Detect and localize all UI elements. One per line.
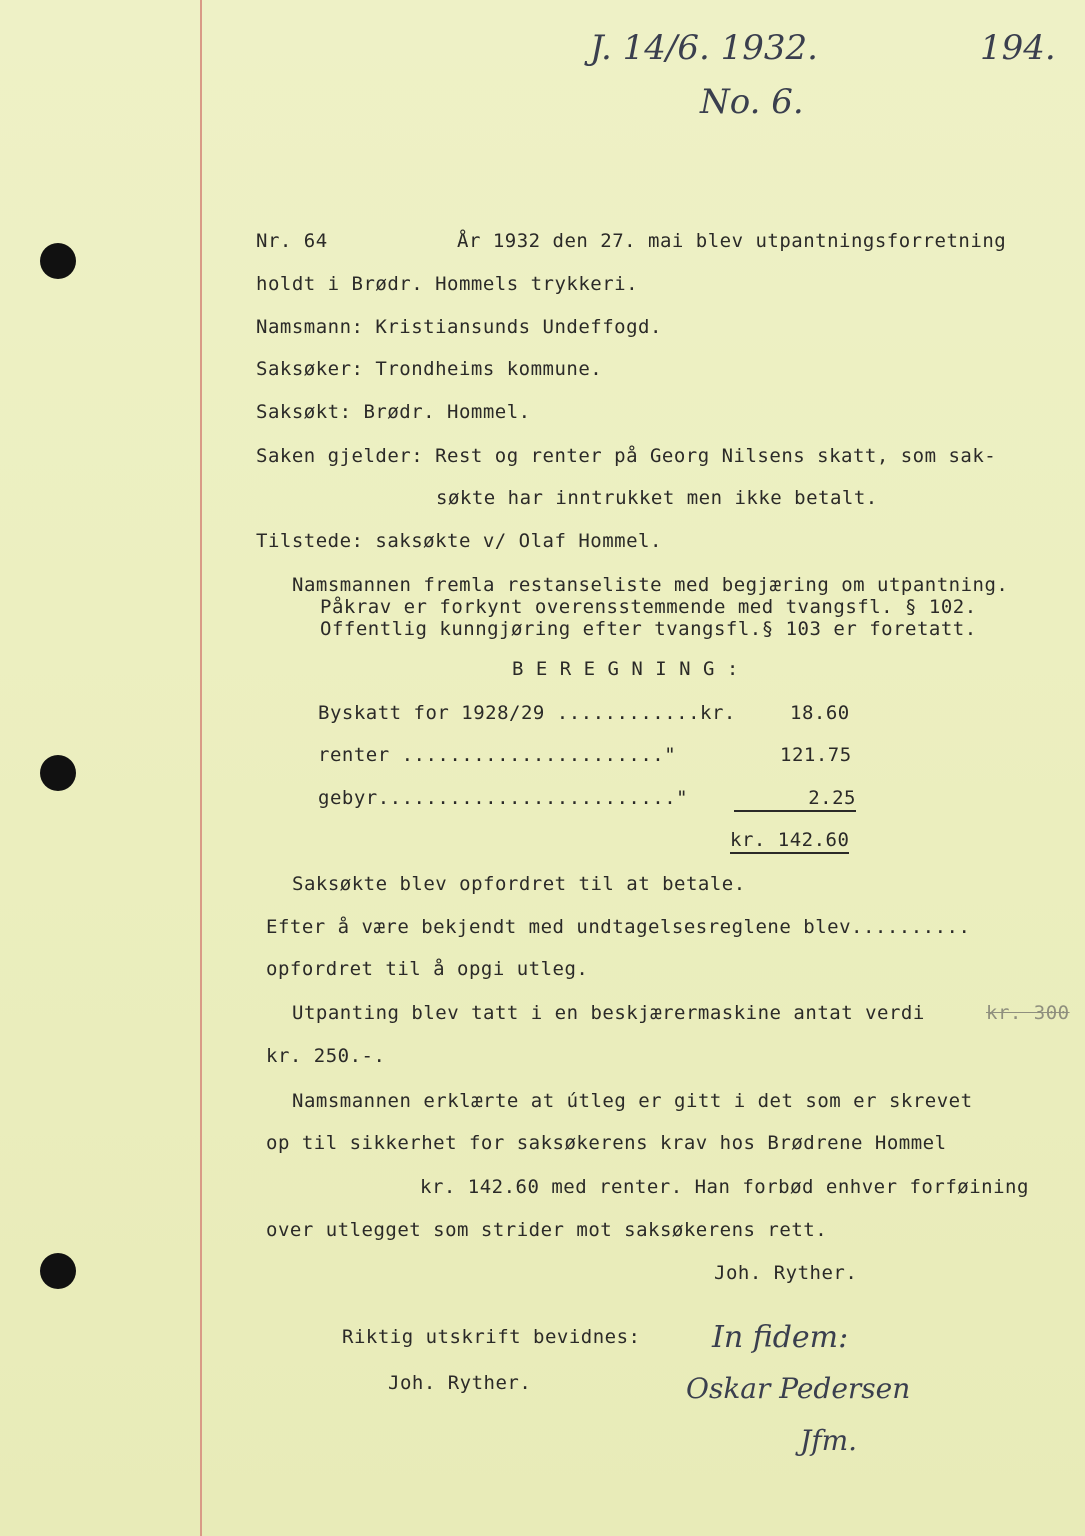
saksoker-line: Saksøker: Trondheims kommune. [256, 358, 603, 380]
beregning-row-label: Byskatt for 1928/29 ............kr. [318, 702, 736, 724]
case-number: Nr. 64 [256, 230, 328, 252]
body-line-8: kr. 142.60 med renter. Han forbød enhver forføining [420, 1176, 1029, 1198]
certification-line: Riktig utskrift bevidnes: [342, 1326, 641, 1348]
saken-line-2: søkte har inntrukket men ikke betalt. [436, 487, 878, 509]
saken-line-1: Saken gjelder: Rest og renter på Georg Nilsens skatt, som sak- [256, 445, 997, 467]
header-number: No. 6. [700, 82, 804, 122]
beregning-heading: B E R E G N I N G : [512, 658, 739, 680]
page-number: 194. [980, 28, 1056, 68]
handwritten-initials: Jfm. [800, 1424, 858, 1457]
body-line-3: opfordret til å opgi utleg. [266, 958, 589, 980]
beregning-row-label: renter ......................" [318, 744, 677, 766]
header-date: J. 14/6. 1932. [590, 28, 818, 68]
paragraph-line-3: Offentlig kunngjøring efter tvangsfl.§ 103 er foretatt. [320, 618, 977, 640]
case-line-2: holdt i Brødr. Hommels trykkeri. [256, 273, 639, 295]
body-line-5: kr. 250.-. [266, 1045, 386, 1067]
beregning-total: kr. 142.60 [730, 829, 849, 854]
body-line-1: Saksøkte blev opfordret til at betale. [292, 873, 746, 895]
body-line-7: op til sikkerhet for saksøkerens krav hos Brødrene Hommel [266, 1132, 947, 1154]
body-line-2: Efter å være bekjendt med undtagelsesreglene blev.......... [266, 916, 971, 938]
paragraph-line-2: Påkrav er forkynt overensstemmende med tvangsfl. § 102. [320, 596, 977, 618]
beregning-row-amount: 2.25 [734, 787, 856, 812]
case-line-1: År 1932 den 27. mai blev utpantningsforretning [457, 230, 1007, 252]
tilstede-line: Tilstede: saksøkte v/ Olaf Hommel. [256, 530, 662, 552]
beregning-row-amount: 18.60 [790, 702, 850, 724]
handwritten-signature: Oskar Pedersen [686, 1372, 911, 1405]
saksokt-line: Saksøkt: Brødr. Hommel. [256, 401, 531, 423]
body-line-4: Utpanting blev tatt i en beskjærermaskine antat verdi [292, 1002, 925, 1024]
margin-line [200, 0, 202, 1536]
body-line-9: over utlegget som strider mot saksøkerens rett. [266, 1219, 828, 1241]
namsmann-line: Namsmann: Kristiansunds Undeffogd. [256, 316, 662, 338]
handwritten-in-fidem: In fidem: [712, 1320, 849, 1355]
beregning-row-label: gebyr........................." [318, 787, 689, 809]
punch-hole [40, 1253, 76, 1289]
struck-amount: kr. 300 [986, 1002, 1070, 1024]
signature-typed-1: Joh. Ryther. [714, 1262, 858, 1284]
beregning-row-amount: 121.75 [780, 744, 852, 766]
punch-hole [40, 755, 76, 791]
punch-hole [40, 243, 76, 279]
body-line-6: Namsmannen erklærte at útleg er gitt i det som er skrevet [292, 1090, 973, 1112]
signature-typed-2: Joh. Ryther. [388, 1372, 532, 1394]
paragraph-line-1: Namsmannen fremla restanseliste med begjæring om utpantning. [292, 574, 1009, 596]
